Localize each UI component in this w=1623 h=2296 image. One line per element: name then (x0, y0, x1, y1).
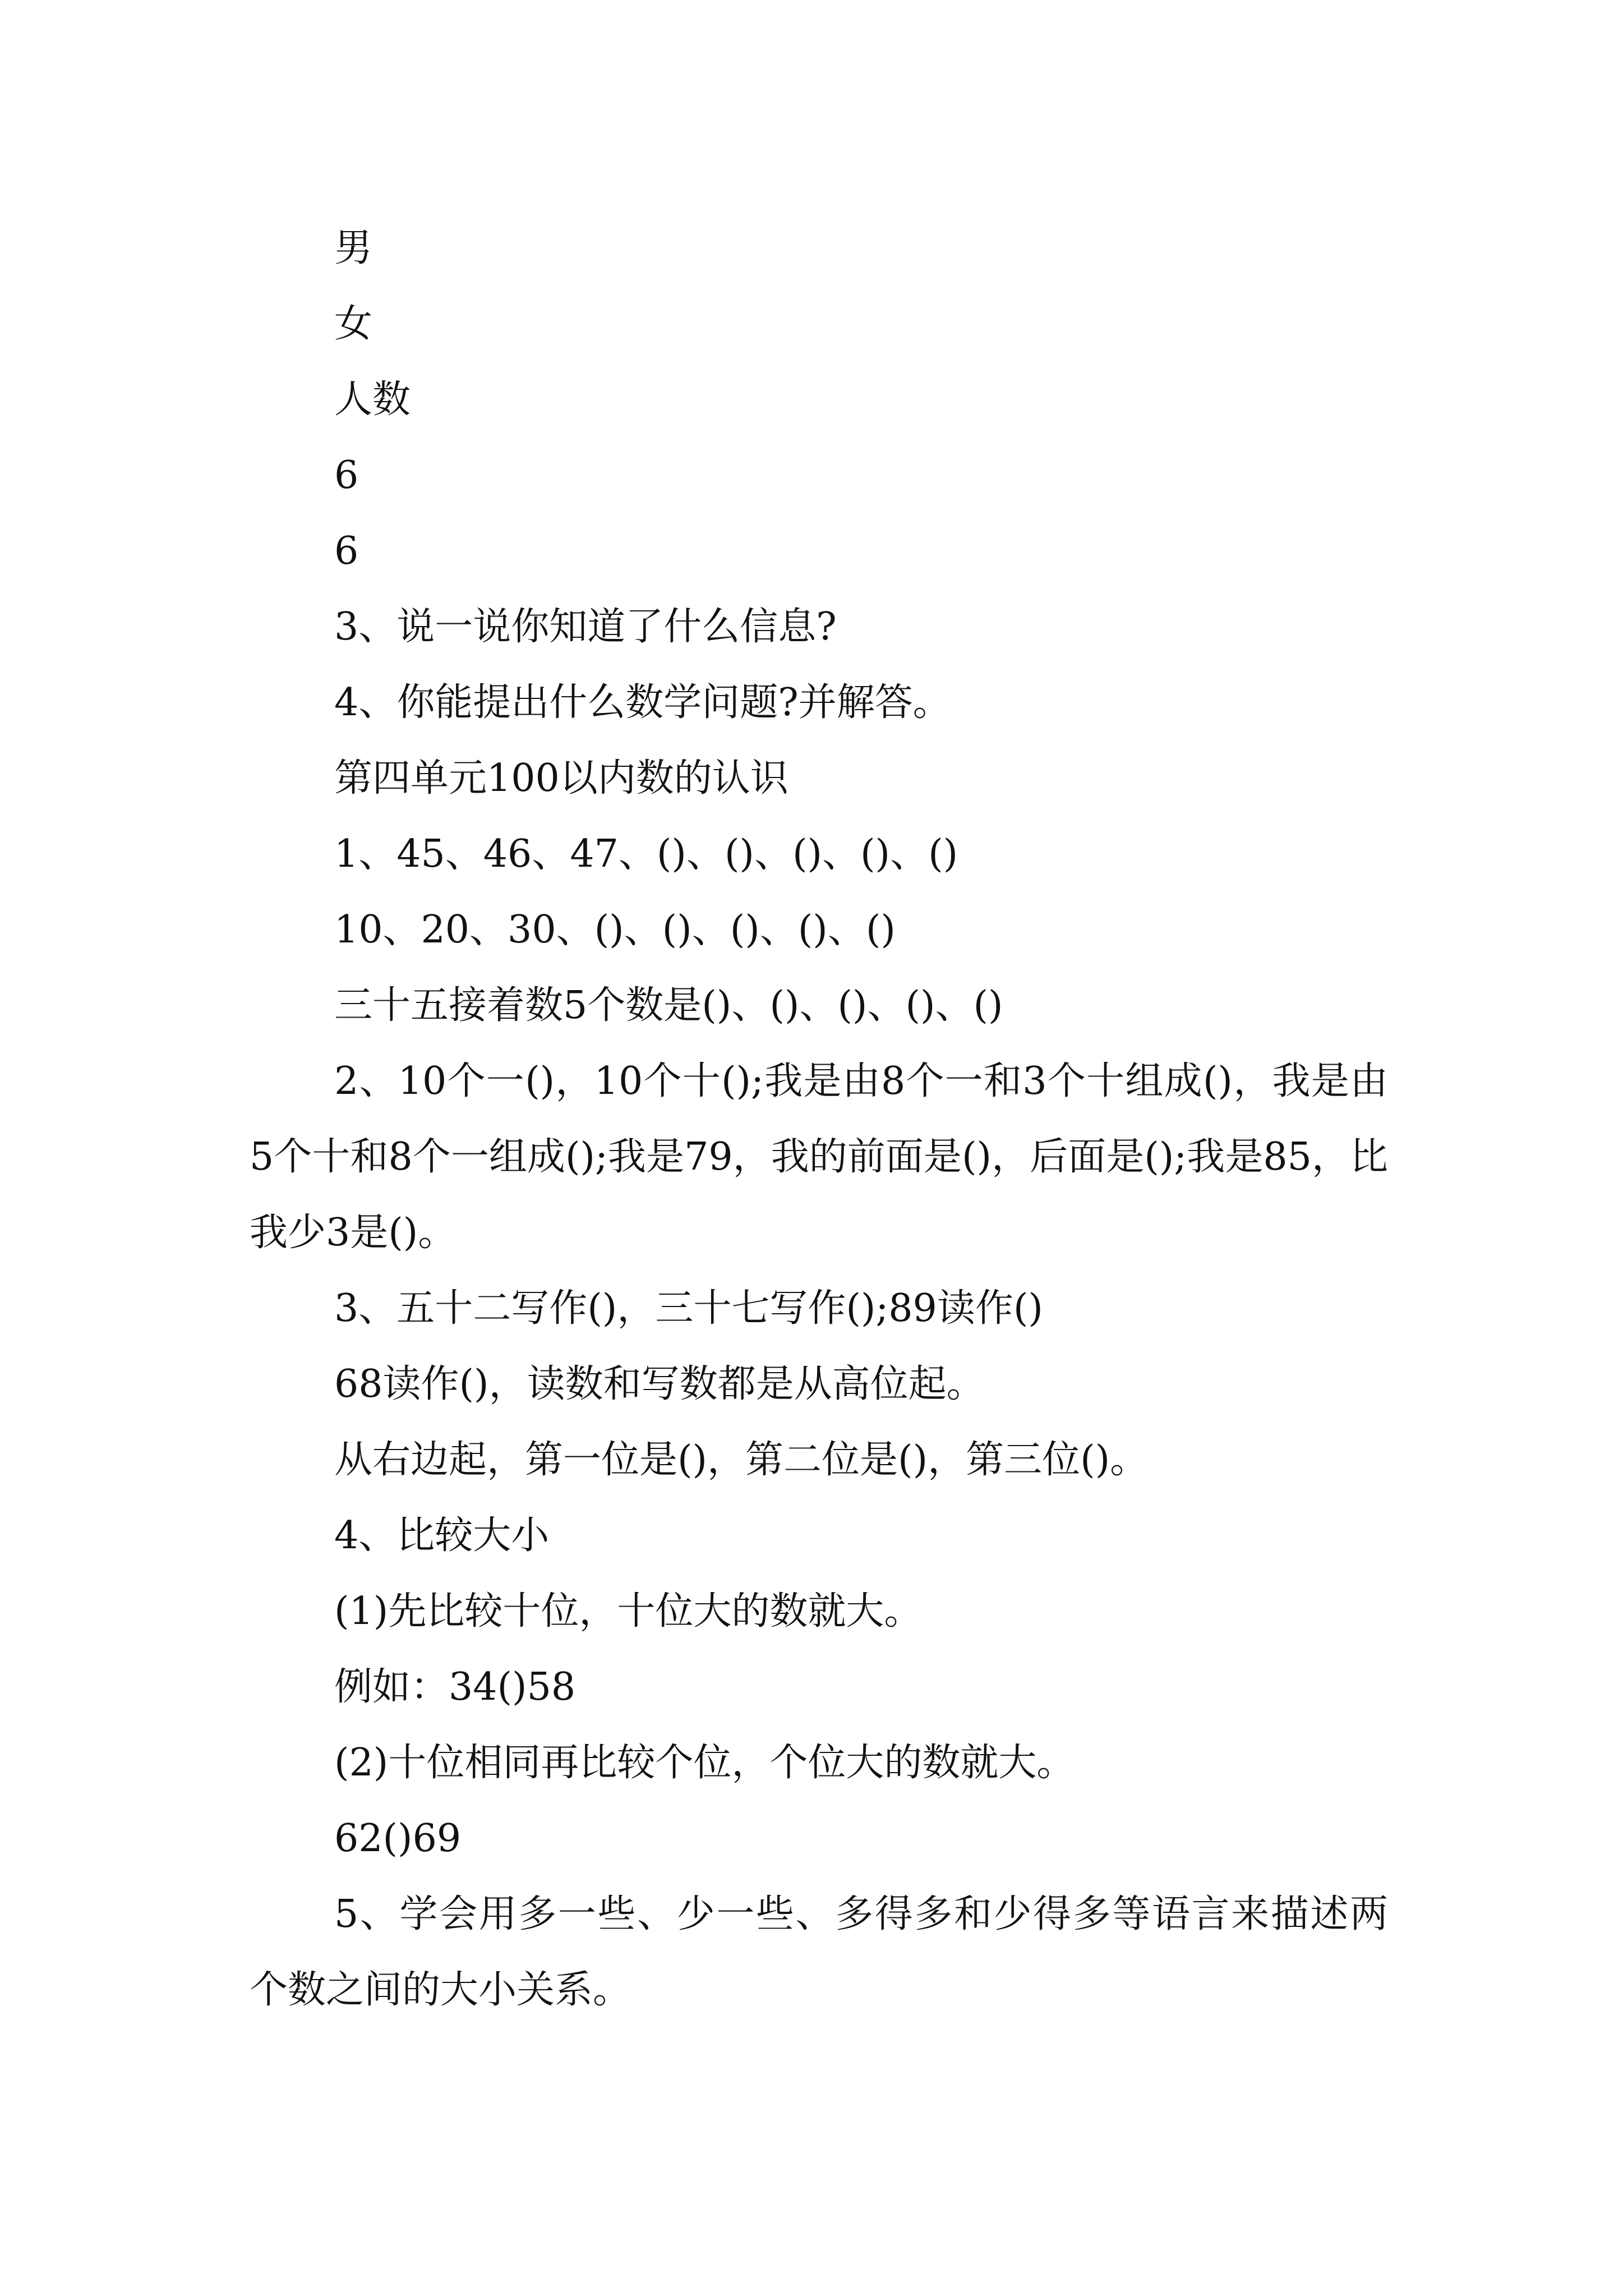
item-1-sequence-c: 三十五接着数5个数是()、()、()、()、() (334, 983, 1003, 1028)
item-5-paragraph: 5、学会用多一些、少一些、多得多和少得多等语言来描述两个数之间的大小关系。 (250, 1892, 1388, 2012)
text-line-female: 女 (334, 302, 373, 346)
item-4-heading: 4、比较大小 (334, 1513, 550, 1558)
item-3-write-read: 3、五十二写作()，三十七写作();89读作() (334, 1286, 1043, 1331)
item-4-rule-1: (1)先比较十位，十位大的数就大。 (334, 1589, 923, 1634)
item-4-example-1: 例如：34()58 (334, 1665, 576, 1709)
text-line-male: 男 (334, 226, 373, 270)
item-2-paragraph: 2、10个一()，10个十();我是由8个一和3个十组成()，我是由5个十和8个一组成();我是79，我的前面是()，后面是();我是85，比我少3是()。 (250, 1059, 1388, 1255)
item-1-sequence-b: 10、20、30、()、()、()、()、() (334, 908, 896, 952)
item-3-place-values: 从右边起，第一位是()，第二位是()，第三位()。 (334, 1438, 1149, 1482)
item-4-example-2: 62()69 (334, 1816, 462, 1861)
item-1-sequence-a: 1、45、46、47、()、()、()、()、() (334, 832, 958, 876)
item-4-rule-2: (2)十位相同再比较个位，个位大的数就大。 (334, 1741, 1075, 1785)
text-line-value-female: 6 (334, 529, 359, 573)
section-heading: 第四单元100以内数的认识 (334, 756, 789, 800)
document-body (250, 210, 1388, 2028)
question-4: 4、你能提出什么数学问题?并解答。 (334, 680, 951, 725)
text-line-value-male: 6 (334, 453, 359, 498)
item-3-read-note: 68读作()，读数和写数都是从高位起。 (334, 1362, 985, 1406)
text-line-count: 人数 (334, 378, 411, 422)
question-3: 3、说一说你知道了什么信息? (334, 605, 837, 649)
